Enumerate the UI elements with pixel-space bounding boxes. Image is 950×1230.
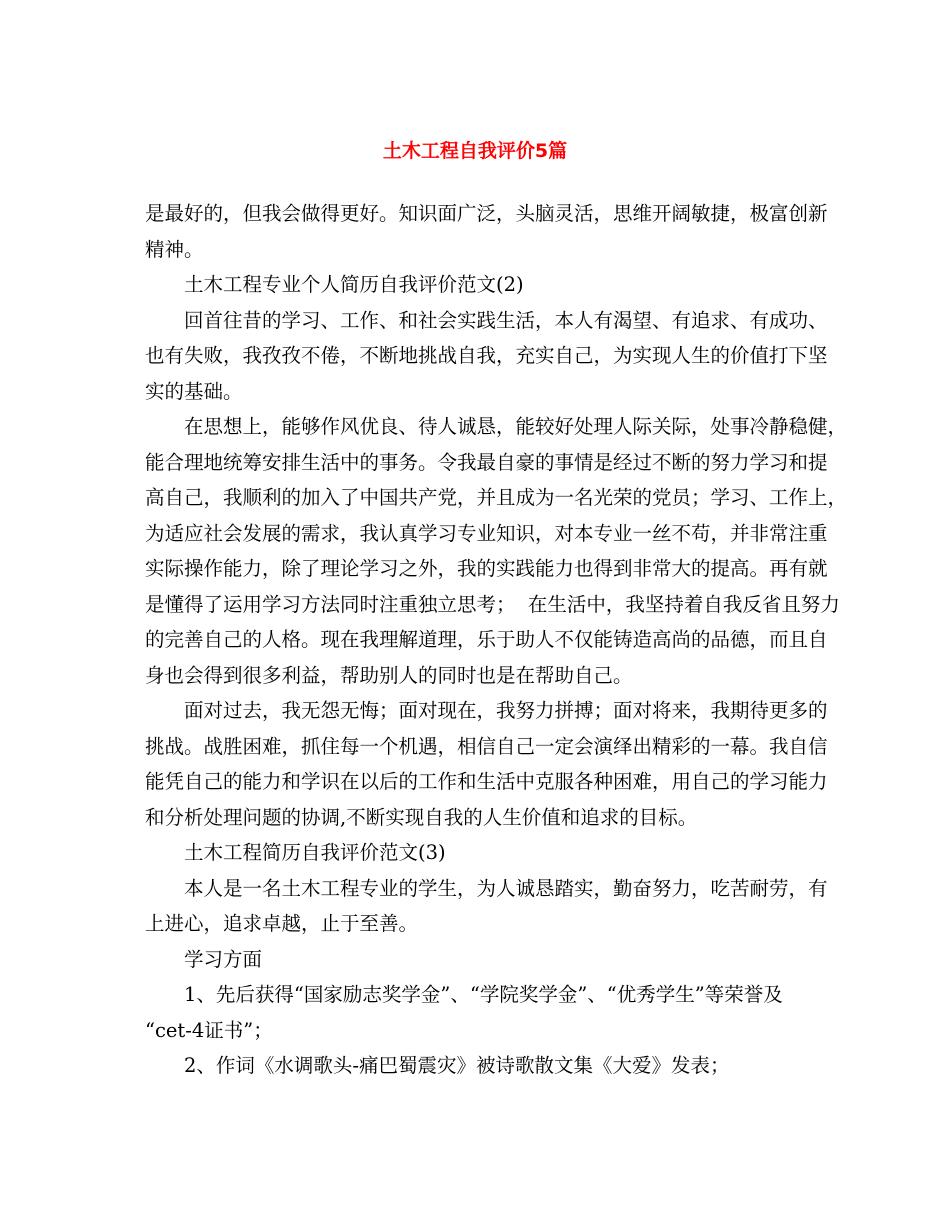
text-line: 在思想上，能够作风优良、待人诚恳，能较好处理人际关际，处事冷静稳健， (184, 415, 848, 438)
list-item (145, 1048, 817, 1084)
text-line: 实的基础。 (145, 379, 243, 403)
text-line: 实际操作能力，除了理论学习之外，我的实践能力也得到非常大的提高。再有就 (145, 557, 828, 580)
text-line: 本人是一名土木工程专业的学生，为人诚恳踏实，勤奋努力，吃苦耐劳，有 (184, 876, 828, 900)
text-line: 是懂得了运用学习方法同时注重独立思考； 在生活中，我坚持着自我反省且努力 (145, 592, 840, 616)
list-item (145, 977, 817, 1048)
text-line: 1、先后获得“国家励志奖学金”、“学院奖学金”、“优秀学生”等荣誉及 (184, 983, 783, 1006)
text-line: 挑战。战胜困难，抓住每一个机遇，相信自己一定会演绎出精彩的一幕。我自信 (145, 734, 828, 758)
text-line: 土木工程简历自我评价范文(3) (184, 841, 446, 864)
text-line: 为适应社会发展的需求，我认真学习专业知识，对本专业一丝不苟，并非常注重 (145, 521, 828, 545)
text-line: 精神。 (145, 237, 204, 261)
text-line: 是最好的，但我会做得更好。知识面广泛，头脑灵活，思维开阔敏捷，极富创新 (145, 202, 828, 225)
document-body (145, 196, 848, 1084)
text-line: 也有失败，我孜孜不倦，不断地挑战自我，充实自己，为实现人生的价值打下坚 (145, 344, 828, 367)
text-line: 回首往昔的学习、工作、和社会实践生活，本人有渴望、有追求、有成功、 (184, 308, 828, 332)
text-line: 上进心，追求卓越，止于至善。 (145, 912, 419, 935)
text-line: 学习方面 (184, 947, 263, 971)
text-line: 身也会得到很多利益，帮助别人的同时也是在帮助自己。 (145, 663, 633, 687)
text-line: 能凭自己的能力和学识在以后的工作和生活中克服各种困难，用自己的学习能力 (145, 770, 828, 793)
text-line: 能合理地统筹安排生活中的事务。令我最自豪的事情是经过不断的努力学习和提 (145, 450, 828, 474)
text-line: 2、作词《水调歌头-痛巴蜀震灾》被诗歌散文集《大爱》发表； (184, 1054, 730, 1077)
text-line: 高自己，我顺利的加入了中国共产党，并且成为一名光荣的党员；学习、工作上， (145, 486, 848, 509)
paragraph (145, 871, 828, 942)
section-heading (145, 267, 817, 303)
text-line: “cet-4证书”； (145, 1018, 273, 1042)
text-line: 和分析处理问题的协调,不断实现自我的人生价值和追求的目标。 (145, 805, 698, 829)
paragraph (145, 693, 828, 835)
document-title: 土木工程自我评价5篇 (382, 140, 568, 162)
subsection-heading (145, 942, 817, 978)
section-heading (145, 835, 817, 871)
text-line: 面对过去，我无怨无悔；面对现在，我努力拼搏；面对将来，我期待更多的 (184, 699, 828, 722)
text-line: 土木工程专业个人简历自我评价范文(2) (184, 273, 524, 296)
text-line: 的完善自己的人格。现在我理解道理，乐于助人不仅能铸造高尚的品德，而且自 (145, 628, 828, 651)
paragraph (145, 196, 828, 267)
paragraph (145, 409, 848, 693)
paragraph (145, 303, 828, 410)
